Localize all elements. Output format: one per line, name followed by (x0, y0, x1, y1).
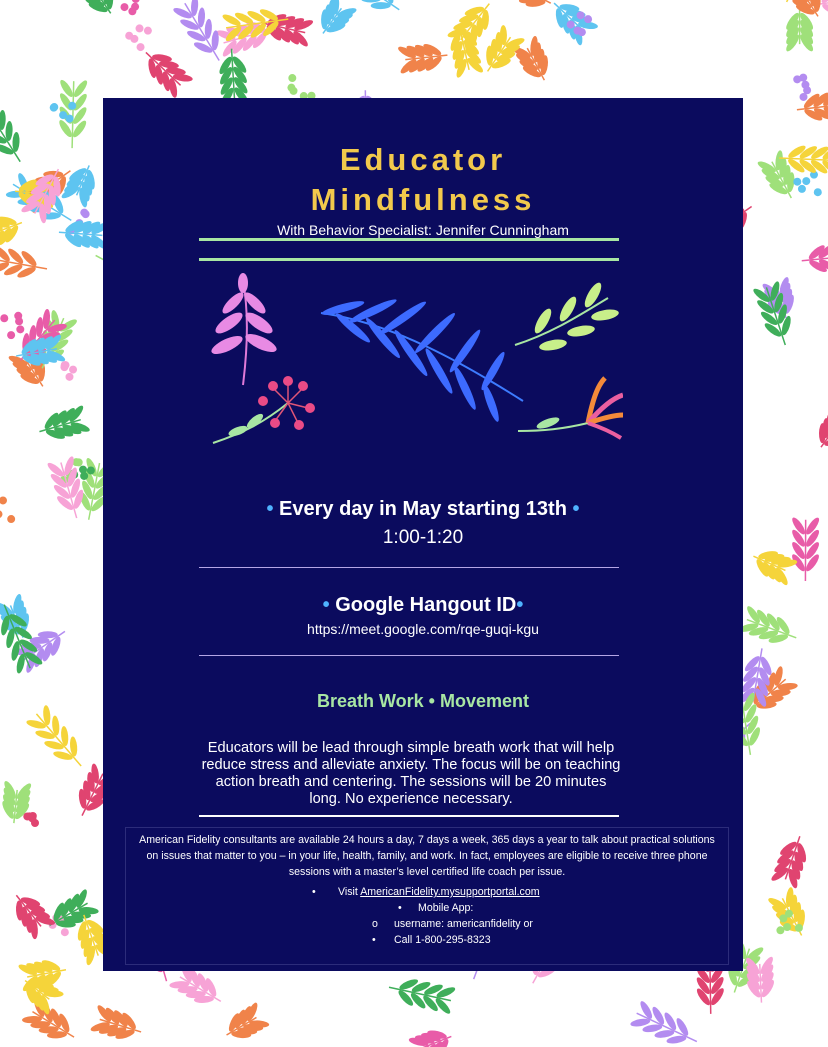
berry-cluster-icon (213, 376, 315, 443)
mobile-app-item: Mobile App: (418, 902, 474, 914)
bullet: • (516, 594, 524, 616)
divider-white (199, 815, 619, 817)
circle-bullet: o (372, 918, 378, 930)
call-item: Call 1-800-295-8323 (394, 934, 491, 946)
divider-green-bottom (199, 258, 619, 261)
schedule-text: Every day in May starting 13th (279, 498, 567, 520)
bullet: • (572, 498, 580, 520)
bullet: • (322, 594, 330, 616)
info-intro: American Fidelity consultants are available 24 hours a day, 7 days a week, 365 days a year to talk about practical solutions on issues that matter to you – in your life, health, family, and work. In fact, employees are eligible to receive three phone sessions with a master’s level certified life coach per issue. (139, 834, 715, 878)
divider-lilac (199, 655, 619, 656)
username-item: username: americanfidelity or (394, 918, 533, 930)
hangout-text: Google Hangout ID (335, 594, 517, 616)
orange-flower-icon (518, 378, 623, 438)
hangout-heading (103, 594, 743, 617)
topics-heading: Breath Work • Movement (316, 691, 529, 711)
flyer-panel (103, 98, 743, 971)
blue-fern-icon (321, 296, 523, 423)
schedule-heading (103, 498, 743, 521)
info-box (125, 827, 729, 965)
visit-prefix: Visit (338, 886, 361, 898)
bullet: • (312, 886, 316, 898)
title-line-2: Mindfulness (310, 182, 536, 217)
title-line-1: Educator (339, 142, 507, 177)
divider-lilac (199, 567, 619, 568)
green-leaf-sprig-icon (515, 280, 620, 352)
support-portal-link[interactable]: AmericanFidelity.mysupportportal.com (360, 886, 540, 898)
visit-item (338, 884, 540, 900)
pink-leaf-sprig-icon (209, 273, 279, 385)
subtitle: With Behavior Specialist: Jennifer Cunningham (277, 222, 569, 238)
divider-green-top (199, 238, 619, 241)
hangout-url[interactable]: https://meet.google.com/rqe-guqi-kgu (307, 621, 539, 637)
bullet: • (266, 498, 274, 520)
schedule-time: 1:00-1:20 (382, 527, 464, 548)
description-paragraph: Educators will be lead through simple breath work that will help reduce stress and alleviate anxiety. The focus will be on teaching action breath and centering. The sessions will be 20 minutes long. No experience necessary. (201, 740, 621, 807)
botanical-illustration (203, 273, 623, 468)
bullet: • (398, 902, 402, 914)
bullet: • (372, 934, 376, 946)
